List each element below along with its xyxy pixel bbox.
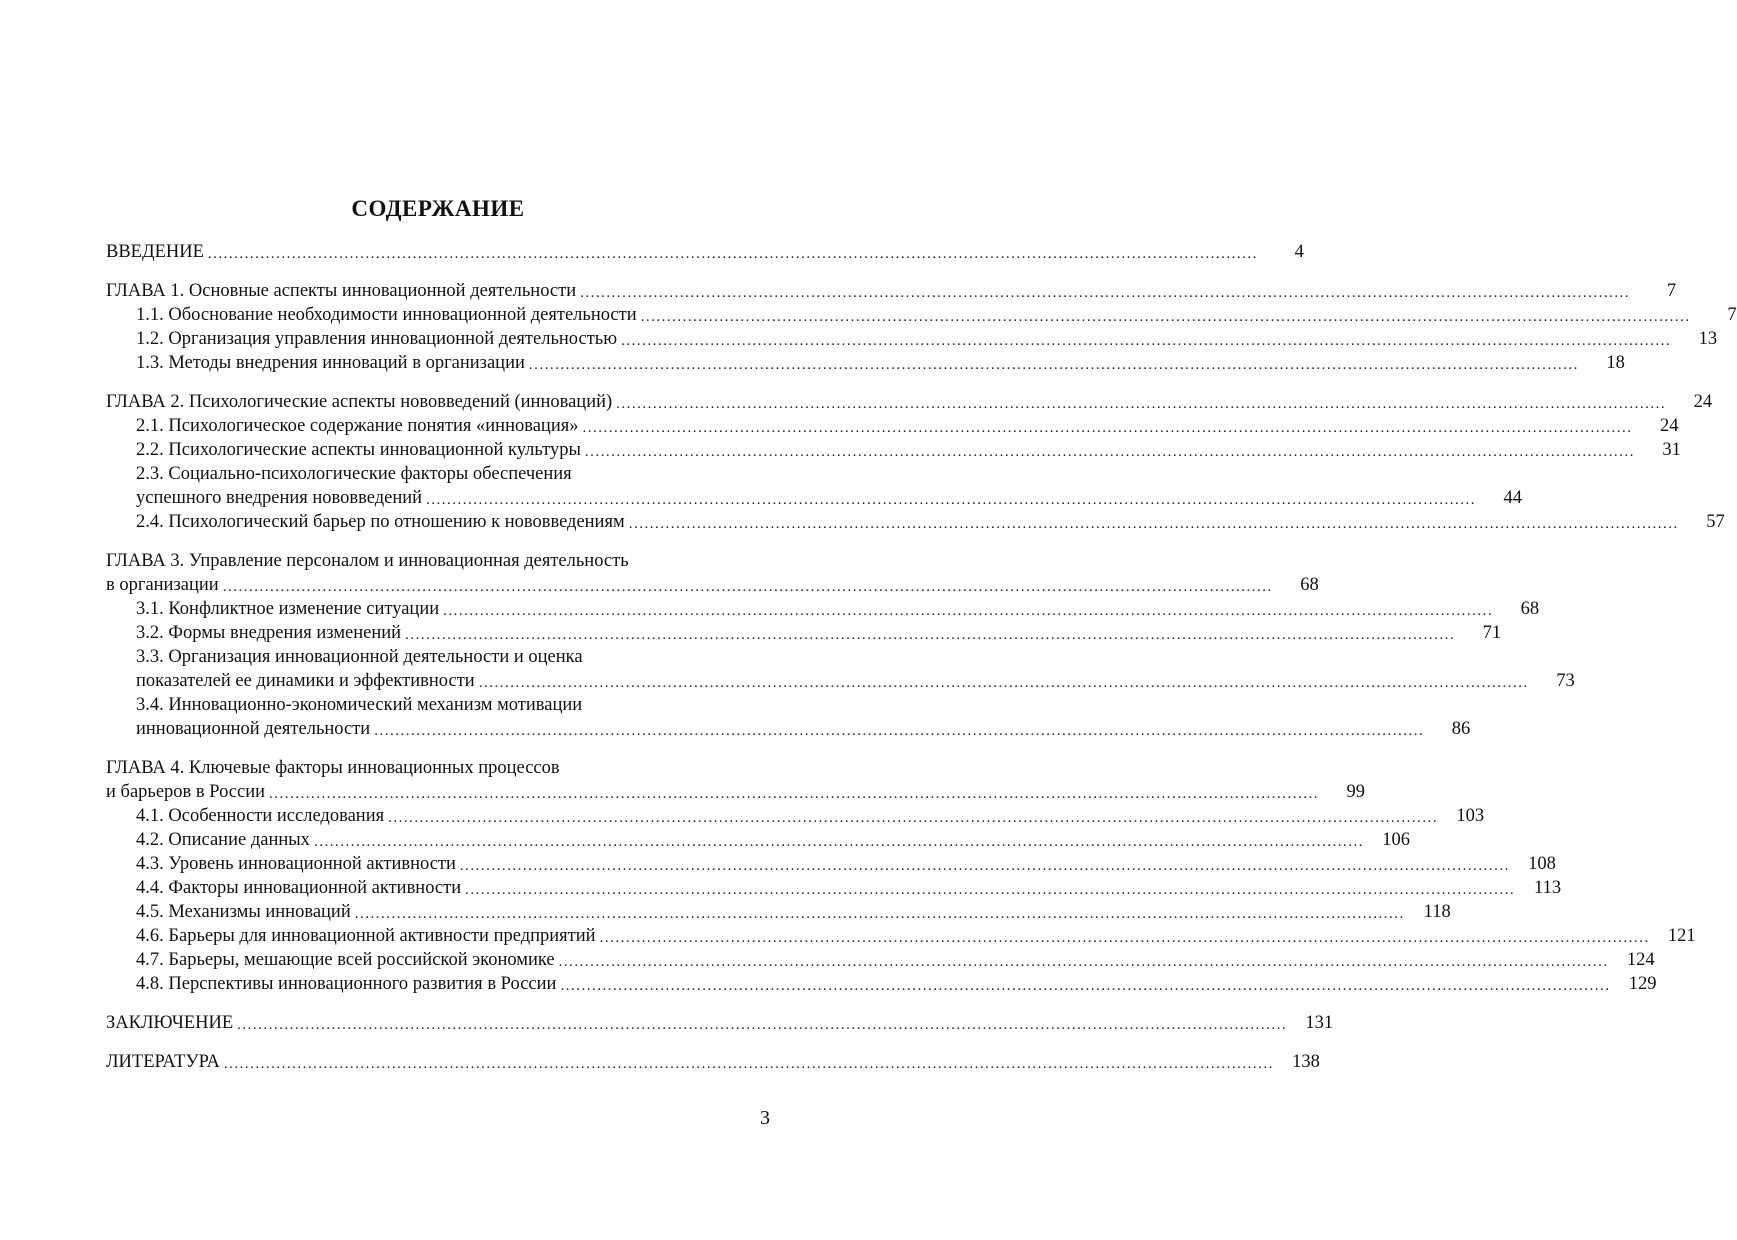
toc-leader-dots: ........................................................................................................................................................................................................ — [628, 516, 1679, 532]
toc-entry-title: 4.2. Описание данных — [136, 830, 310, 850]
toc-leader-dots: ........................................................................................................................................................................................................ — [459, 858, 1510, 874]
toc-entry — [106, 510, 1725, 534]
toc-leader-dots: ........................................................................................................................................................................................................ — [388, 810, 1439, 826]
toc-entry-page: 129 — [1628, 974, 1657, 994]
toc-entry-page: 68 — [1520, 599, 1540, 619]
toc-entry-page: 68 — [1300, 575, 1319, 595]
toc-leader-dots: ........................................................................................................................................................................................................ — [599, 930, 1650, 946]
toc-entry-title: 4.5. Механизмы инноваций — [136, 902, 351, 922]
toc-entry — [106, 924, 1696, 948]
toc-entry — [106, 279, 1677, 303]
toc-entry-title: ЛИТЕРАТУРА — [106, 1052, 220, 1072]
toc-entry-page: 124 — [1626, 950, 1655, 970]
toc-entry-title: ГЛАВА 3. Управление персоналом и инновационная деятельность — [106, 551, 629, 571]
toc-entry-title: 1.2. Организация управления инновационной деятельностью — [136, 329, 618, 349]
toc-entry-title: показателей ее динамики и эффективности — [136, 671, 475, 691]
toc-entry-page: 108 — [1528, 854, 1556, 874]
toc-entry-page: 18 — [1606, 353, 1625, 373]
toc-entry-page: 7 — [1666, 281, 1677, 301]
page-title: СОДЕРЖАНИЕ — [351, 196, 525, 221]
toc-entry — [106, 597, 1540, 621]
toc-leader-dots: ........................................................................................................................................................................................................ — [558, 954, 1609, 970]
toc-entry-title: 1.1. Обоснование необходимости инновационной деятельности — [136, 305, 637, 325]
toc-entry-page: 13 — [1698, 329, 1718, 349]
toc-entry-title: 2.3. Социально-психологические факторы обеспечения — [136, 464, 572, 484]
toc-entry — [106, 351, 1625, 375]
toc-entry-title: 3.4. Инновационно-экономический механизм мотивации — [136, 695, 583, 715]
toc-entry — [106, 303, 1737, 327]
toc-entry-title: ГЛАВА 1. Основные аспекты инновационной деятельности — [106, 281, 577, 301]
toc-entry-page: 106 — [1382, 830, 1410, 850]
toc-entry-title: 3.2. Формы внедрения изменений — [136, 623, 402, 643]
toc-entry — [106, 876, 1562, 900]
toc-entry-page: 103 — [1456, 806, 1485, 826]
toc-entry-page: 31 — [1662, 440, 1681, 460]
toc-leader-dots: ........................................................................................................................................................................................................ — [207, 246, 1258, 262]
toc-leader-dots: ........................................................................................................................................................................................................ — [222, 579, 1273, 595]
toc-entry — [106, 948, 1655, 972]
toc-leader-dots: ........................................................................................................................................................................................................ — [465, 882, 1516, 898]
toc-entry — [106, 1050, 1320, 1074]
toc-leader-dots: ........................................................................................................................................................................................................ — [478, 675, 1529, 691]
toc-entry — [106, 486, 1523, 510]
toc-leader-dots: ........................................................................................................................................................................................................ — [374, 723, 1425, 739]
toc-entry — [106, 717, 1471, 741]
table-of-contents — [106, 240, 1737, 1074]
toc-entry — [106, 780, 1366, 804]
toc-leader-dots: ........................................................................................................................................................................................................ — [405, 627, 1456, 643]
toc-leader-dots: ........................................................................................................................................................................................................ — [584, 444, 1635, 460]
toc-entry — [106, 669, 1575, 693]
toc-entry-page: 71 — [1482, 623, 1502, 643]
toc-entry — [106, 240, 1304, 264]
toc-entry-title: ГЛАВА 4. Ключевые факторы инновационных процессов — [106, 758, 560, 778]
toc-leader-dots: ........................................................................................................................................................................................................ — [580, 285, 1631, 301]
toc-entry-title: и барьеров в России — [106, 782, 266, 802]
toc-entry-title: успешного внедрения нововведений — [136, 488, 423, 508]
toc-entry-page: 121 — [1667, 926, 1696, 946]
toc-entry — [106, 900, 1451, 924]
toc-entry — [106, 828, 1410, 852]
toc-leader-dots: ........................................................................................................................................................................................................ — [313, 834, 1364, 850]
toc-entry-page: 24 — [1693, 392, 1713, 412]
toc-entry-page: 99 — [1346, 782, 1366, 802]
toc-entry-page: 4 — [1294, 242, 1304, 262]
toc-entry-title: 2.2. Психологические аспекты инновационной культуры — [136, 440, 581, 460]
toc-entry-title: 3.3. Организация инновационной деятельности и оценка — [136, 647, 583, 667]
toc-leader-dots: ........................................................................................................................................................................................................ — [528, 357, 1579, 373]
toc-entry-title: 4.8. Перспективы инновационного развития в России — [136, 974, 557, 994]
toc-entry-title: 4.3. Уровень инновационной активности — [136, 854, 456, 874]
toc-leader-dots: ........................................................................................................................................................................................................ — [223, 1056, 1274, 1072]
page-number: 3 — [760, 1107, 770, 1129]
toc-entry — [106, 804, 1485, 828]
toc-entry-title: в организации — [106, 575, 219, 595]
toc-entry-title: 3.1. Конфликтное изменение ситуации — [136, 599, 440, 619]
toc-leader-dots: ........................................................................................................................................................................................................ — [237, 1017, 1288, 1033]
toc-entry-title: 4.4. Факторы инновационной активности — [136, 878, 462, 898]
toc-entry-title: ГЛАВА 2. Психологические аспекты нововведений (инноваций) — [106, 392, 613, 412]
toc-entry-title: ЗАКЛЮЧЕНИЕ — [106, 1013, 234, 1033]
toc-entry — [106, 438, 1681, 462]
toc-leader-dots: ........................................................................................................................................................................................................ — [269, 786, 1320, 802]
toc-leader-dots: ........................................................................................................................................................................................................ — [354, 906, 1405, 922]
toc-entry-page: 86 — [1451, 719, 1471, 739]
toc-leader-dots: ........................................................................................................................................................................................................ — [621, 333, 1672, 349]
toc-entry — [106, 645, 770, 669]
toc-entry-title: 4.6. Барьеры для инновационной активности предприятий — [136, 926, 596, 946]
toc-entry — [106, 621, 1502, 645]
toc-entry-page: 118 — [1423, 902, 1451, 922]
toc-entry-title: 1.3. Методы внедрения инноваций в организации — [136, 353, 525, 373]
toc-leader-dots: ........................................................................................................................................................................................................ — [560, 978, 1611, 994]
toc-entry-title: 4.1. Особенности исследования — [136, 806, 385, 826]
toc-entry-page: 7 — [1727, 305, 1737, 325]
toc-entry-title: ВВЕДЕНИЕ — [106, 242, 204, 262]
toc-entry-title: 2.1. Психологическое содержание понятия «инновация» — [136, 416, 579, 436]
toc-entry-page: 113 — [1534, 878, 1562, 898]
toc-entry-title: 2.4. Психологический барьер по отношению к нововведениям — [136, 512, 625, 532]
toc-entry-page: 138 — [1292, 1052, 1320, 1072]
toc-entry-page: 44 — [1503, 488, 1523, 508]
toc-entry — [106, 462, 770, 486]
toc-leader-dots: ........................................................................................................................................................................................................ — [616, 396, 1667, 412]
toc-entry — [106, 390, 1713, 414]
toc-entry — [106, 414, 1679, 438]
toc-leader-dots: ........................................................................................................................................................................................................ — [640, 309, 1691, 325]
toc-entry-page: 131 — [1305, 1013, 1334, 1033]
toc-entry — [106, 327, 1718, 351]
toc-entry — [106, 972, 1657, 996]
toc-entry-page: 73 — [1556, 671, 1575, 691]
toc-entry — [106, 1011, 1334, 1035]
toc-entry-page: 57 — [1706, 512, 1725, 532]
toc-entry-title: 4.7. Барьеры, мешающие всей российской экономике — [136, 950, 555, 970]
toc-entry — [106, 756, 770, 780]
toc-leader-dots: ........................................................................................................................................................................................................ — [426, 492, 1477, 508]
toc-entry-page: 24 — [1660, 416, 1679, 436]
toc-entry — [106, 852, 1556, 876]
toc-entry — [106, 693, 770, 717]
toc-entry — [106, 549, 770, 573]
toc-leader-dots: ........................................................................................................................................................................................................ — [443, 603, 1494, 619]
toc-entry — [106, 573, 1319, 597]
toc-entry-title: инновационной деятельности — [136, 719, 371, 739]
toc-leader-dots: ........................................................................................................................................................................................................ — [582, 420, 1633, 436]
